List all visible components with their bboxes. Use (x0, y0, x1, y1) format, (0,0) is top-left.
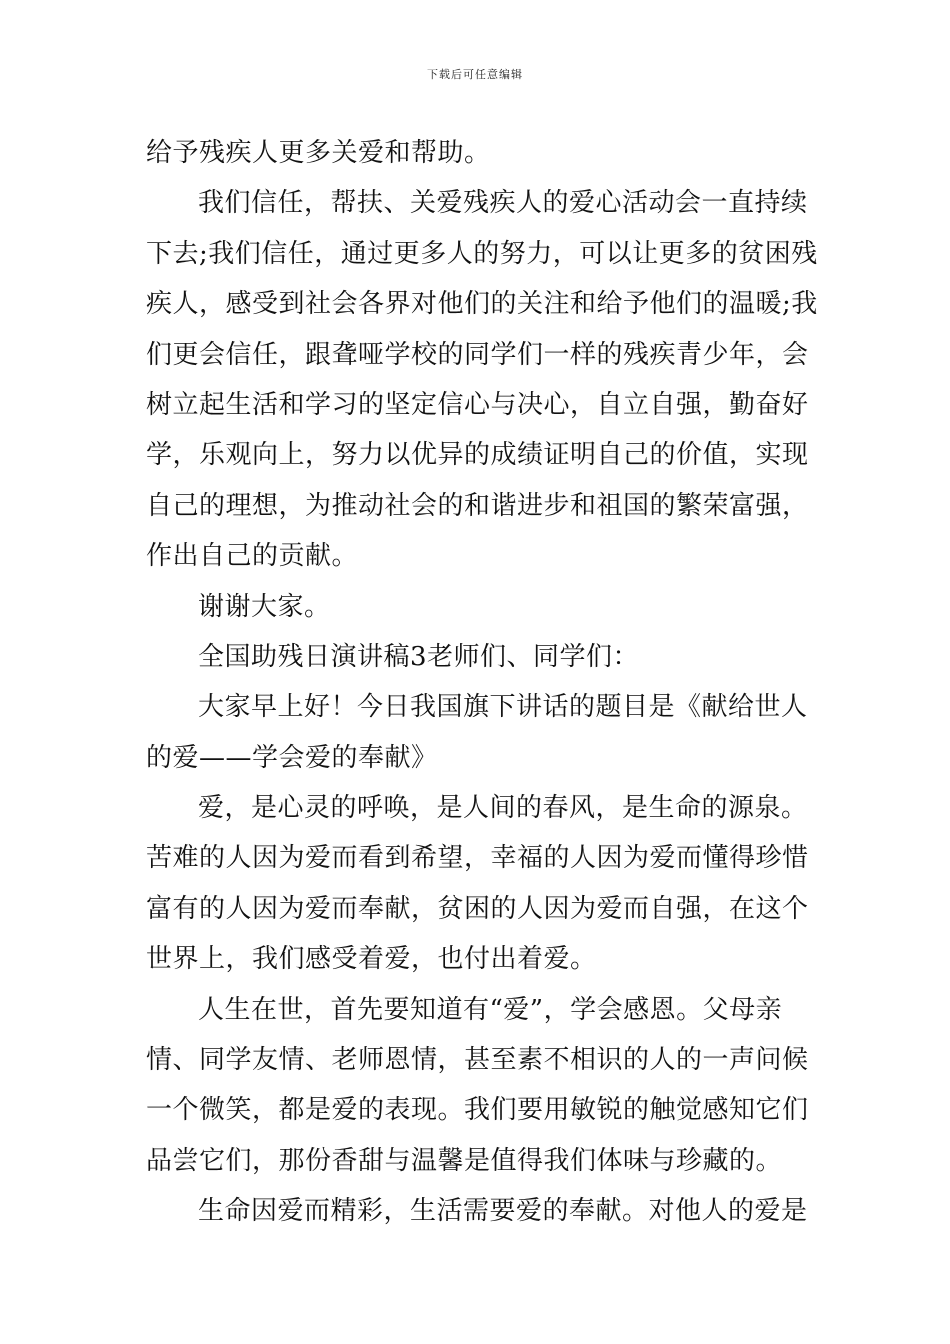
text-line: 自己的理想，为推动社会的和谐进步和祖国的繁荣富强， (146, 490, 809, 521)
text-line: 的爱——学会爱的奉献》 (146, 742, 438, 773)
document-body (146, 128, 818, 1237)
text-line: 学，乐观向上，努力以优异的成绩证明自己的价值，实现 (146, 440, 809, 471)
text-line: 大家早上好！今日我国旗下讲话的题目是《献给世人 (198, 692, 808, 723)
text-line: 生命因爱而精彩，生活需要爱的奉献。对他人的爱是 (198, 1196, 808, 1227)
text-line: 我们信任，帮扶、关爱残疾人的爱心活动会一直持续 (198, 188, 808, 219)
text-line: 下去;我们信任，通过更多人的努力，可以让更多的贫困残 (146, 238, 818, 269)
text-line: 谢谢大家。 (198, 591, 331, 622)
text-line: 情、同学友情、老师恩情，甚至素不相识的人的一声问候 (146, 1045, 809, 1076)
text-line: 给予残疾人更多关爱和帮助。 (146, 138, 491, 168)
text-line: 一个微笑，都是爱的表现。我们要用敏锐的触觉感知它们 (146, 1095, 809, 1126)
text-line: 全国助残日演讲稿3老师们、同学们： (198, 641, 640, 672)
page-header-note: 下载后可任意编辑 (427, 68, 523, 81)
text-line: 人生在世，首先要知道有“爱”，学会感恩。父母亲 (198, 994, 783, 1025)
text-line: 富有的人因为爱而奉献，贫困的人因为爱而自强，在这个 (146, 893, 809, 924)
text-line: 世界上，我们感受着爱，也付出着爱。 (146, 944, 597, 975)
text-line: 作出自己的贡献。 (146, 541, 359, 572)
text-line: 树立起生活和学习的坚定信心与决心，自立自强，勤奋好 (146, 389, 809, 420)
text-line: 苦难的人因为爱而看到希望，幸福的人因为爱而懂得珍惜 (146, 843, 809, 874)
text-line: 爱，是心灵的呼唤，是人间的春风，是生命的源泉。 (198, 793, 808, 824)
text-line: 疾人，感受到社会各界对他们的关注和给予他们的温暖;我 (146, 289, 818, 320)
text-line: 们更会信任，跟聋哑学校的同学们一样的残疾青少年，会 (146, 339, 809, 370)
text-line: 品尝它们，那份香甜与温馨是值得我们体味与珍藏的。 (146, 1145, 783, 1176)
